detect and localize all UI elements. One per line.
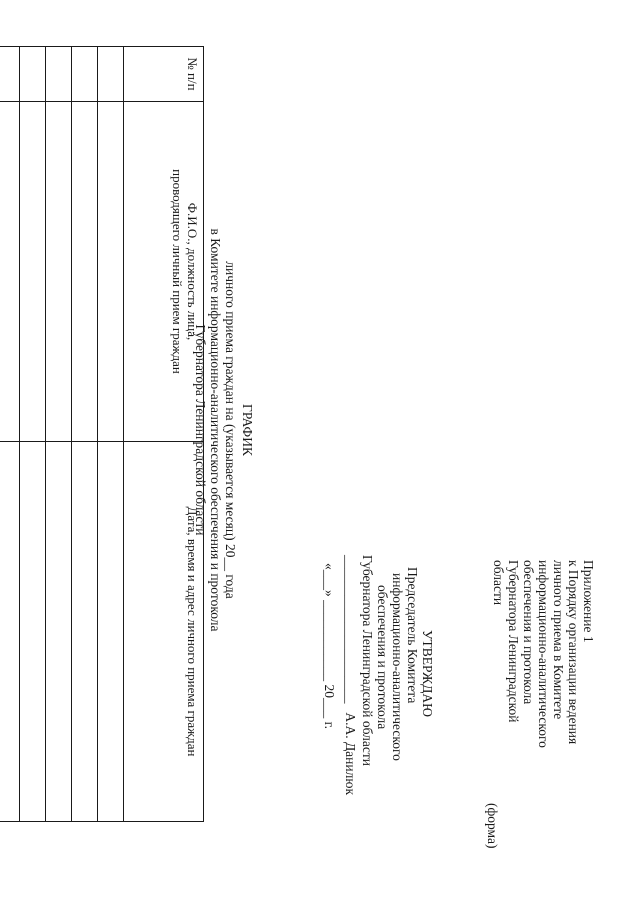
table-row — [0, 47, 20, 822]
table-cell[interactable] — [72, 102, 98, 442]
header-date-time-address: Дата, время и адрес личного приема граждан — [124, 442, 204, 822]
appendix-line: области — [491, 560, 506, 606]
appendix-line: Губернатора Ленинградской — [506, 560, 521, 723]
appendix-line: обеспечения и протокола — [521, 560, 536, 705]
approval-date-line: «___» ____________ 20___ г. — [322, 563, 337, 730]
table-cell[interactable] — [0, 102, 20, 442]
header-number: № п/п — [124, 47, 204, 102]
table-row — [98, 47, 124, 822]
approval-title: УТВЕРЖДАЮ — [420, 630, 435, 718]
schedule-table — [0, 46, 204, 822]
appendix-line: к Порядку организации ведения — [566, 560, 581, 745]
header-full-name: Ф.И.О., должность лица, проводящего личный прием граждан — [124, 102, 204, 442]
approval-position-line: Председатель Комитета — [405, 567, 420, 704]
table-header-row — [124, 47, 204, 822]
signature-line — [343, 555, 358, 795]
table-cell[interactable] — [20, 47, 46, 102]
signature-name: А.А. Данилюк — [343, 712, 358, 795]
appendix-note — [491, 560, 596, 748]
signature-blank: ______________________ — [343, 555, 358, 704]
schedule-subtitle-line: Губернатора Ленинградской области — [193, 324, 208, 536]
table-cell[interactable] — [46, 102, 72, 442]
table-cell[interactable] — [46, 47, 72, 102]
form-label: (форма) — [485, 803, 500, 849]
schedule-subtitle-line: личного приема граждан на (указывается месяц) 20__ года — [223, 261, 238, 599]
table-cell[interactable] — [72, 442, 98, 822]
table-row — [20, 47, 46, 822]
table-cell[interactable] — [98, 47, 124, 102]
table-cell[interactable] — [98, 442, 124, 822]
table-cell[interactable] — [0, 442, 20, 822]
appendix-line: личного приема в Комитете — [551, 560, 566, 720]
table-cell[interactable] — [72, 47, 98, 102]
schedule-subtitle-line: в Комитете информационно-аналитического обеспечения и протокола — [208, 228, 223, 632]
table-row — [72, 47, 98, 822]
approval-position-line: Губернатора Ленинградской области — [360, 555, 375, 766]
appendix-line: Приложение 1 — [581, 560, 596, 643]
schedule-heading: ГРАФИК — [240, 404, 255, 456]
table-cell[interactable] — [46, 442, 72, 822]
table-cell[interactable] — [0, 47, 20, 102]
table-row — [46, 47, 72, 822]
table-cell[interactable] — [20, 102, 46, 442]
table-cell[interactable] — [20, 442, 46, 822]
approval-position-line: обеспечения и протокола — [375, 585, 390, 730]
appendix-line: информационно-аналитического — [536, 560, 551, 748]
approval-position-line: информационно-аналитического — [390, 573, 405, 761]
table-cell[interactable] — [98, 102, 124, 442]
approval-block — [322, 555, 435, 795]
